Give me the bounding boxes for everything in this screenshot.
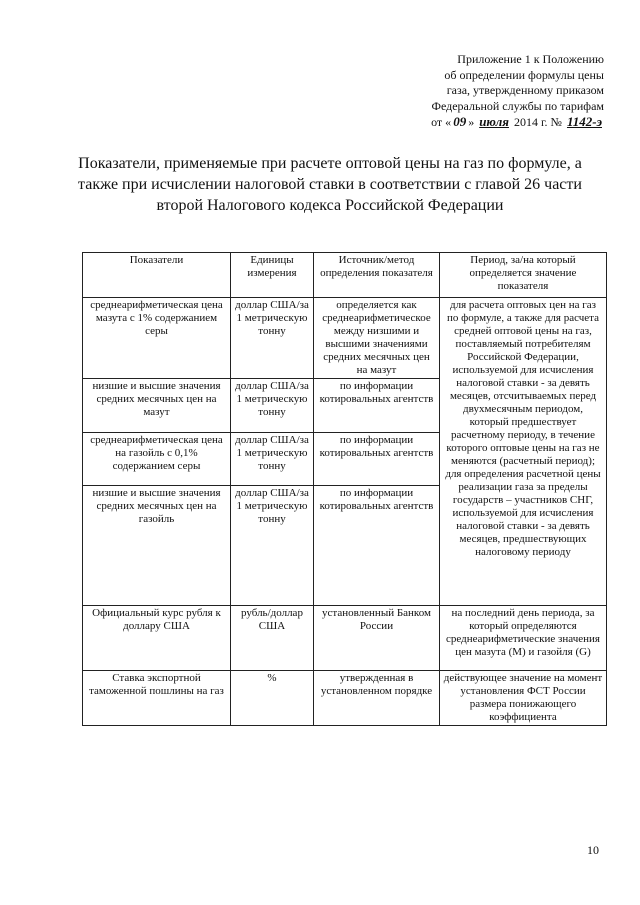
table-header-row bbox=[83, 253, 607, 298]
date-mid: » bbox=[468, 115, 478, 129]
document-title bbox=[70, 153, 590, 216]
cell-indicator: низшие и высшие значения средних месячных цен на газойль bbox=[83, 486, 231, 606]
cell-source: утвержденная в установленном порядке bbox=[314, 671, 440, 726]
handwritten-month: июля bbox=[479, 114, 509, 129]
appendix-date-line bbox=[304, 114, 604, 131]
header-indicator: Показатели bbox=[83, 253, 231, 298]
header-unit: Единицы измерения bbox=[231, 253, 314, 298]
cell-indicator: среднеарифметическая цена на газойль с 0,1% содержанием серы bbox=[83, 433, 231, 486]
cell-unit: доллар США/за 1 метрическую тонну bbox=[231, 379, 314, 433]
cell-indicator: Официальный курс рубля к доллару США bbox=[83, 606, 231, 671]
table-row bbox=[83, 606, 607, 671]
table-row bbox=[83, 298, 607, 379]
appendix-line-3: газа, утвержденному приказом bbox=[446, 83, 604, 97]
indicators-table bbox=[82, 252, 607, 726]
appendix-header bbox=[304, 52, 604, 131]
title-line-2: также при исчислении налоговой ставки в соответствии с главой 26 части bbox=[78, 176, 582, 193]
cell-period: на последний день периода, за который определяются среднеарифметические значения цен мазута (M) и газойля (G) bbox=[440, 606, 607, 671]
cell-period-merged: для расчета оптовых цен на газ по формуле, а также для расчета средней оптовой цены на газ, поставляемый потребителям Российской Федерации, используемой для исчисления налоговой ставки - за девять месяцев, отсчитываемых перед двухмесячным периодом, который предшествует расчетному периоду, в течение которого оптовые цены на газ не меняются (расчетный период); для определения расчетной цены реализации газа за пределы государств – участников СНГ, используемой для исчисления налоговой ставки - за девять месяцев, предшествующих налоговому периоду bbox=[440, 298, 607, 606]
cell-source: по информации котировальных агентств bbox=[314, 433, 440, 486]
page-number: 10 bbox=[587, 843, 599, 857]
header-source: Источник/метод определения показателя bbox=[314, 253, 440, 298]
appendix-line-4: Федеральной службы по тарифам bbox=[431, 98, 604, 113]
handwritten-order-number: 1142-э bbox=[566, 114, 602, 129]
appendix-line-2: об определении формулы цены bbox=[444, 67, 604, 82]
cell-period: действующее значение на момент установления ФСТ России размера понижающего коэффициента bbox=[440, 671, 607, 726]
cell-indicator: среднеарифметическая цена мазута с 1% содержанием серы bbox=[83, 298, 231, 379]
handwritten-day: 09 bbox=[453, 114, 467, 129]
cell-unit: доллар США/за 1 метрическую тонну bbox=[231, 486, 314, 606]
cell-unit: доллар США/за 1 метрическую тонну bbox=[231, 298, 314, 379]
date-prefix: от « bbox=[431, 115, 452, 129]
title-line-1: Показатели, применяемые при расчете оптовой цены на газ по формуле, а bbox=[78, 155, 582, 172]
appendix-line-1: Приложение 1 к Положению bbox=[457, 52, 604, 66]
cell-unit: доллар США/за 1 метрическую тонну bbox=[231, 433, 314, 486]
cell-source: по информации котировальных агентств bbox=[314, 379, 440, 433]
cell-source: по информации котировальных агентств bbox=[314, 486, 440, 606]
header-period: Период, за/на который определяется значение показателя bbox=[440, 253, 607, 298]
date-year: 2014 г. № bbox=[510, 115, 565, 129]
cell-indicator: низшие и высшие значения средних месячных цен на мазут bbox=[83, 379, 231, 433]
cell-unit: % bbox=[231, 671, 314, 726]
title-line-3: второй Налогового кодекса Российской Федерации bbox=[156, 197, 504, 214]
table-row bbox=[83, 671, 607, 726]
cell-indicator: Ставка экспортной таможенной пошлины на газ bbox=[83, 671, 231, 726]
cell-unit: рубль/доллар США bbox=[231, 606, 314, 671]
cell-source: установленный Банком России bbox=[314, 606, 440, 671]
cell-source: определяется как среднеарифметическое между низшими и высшими значениями средних месячных цен на мазут bbox=[314, 298, 440, 379]
